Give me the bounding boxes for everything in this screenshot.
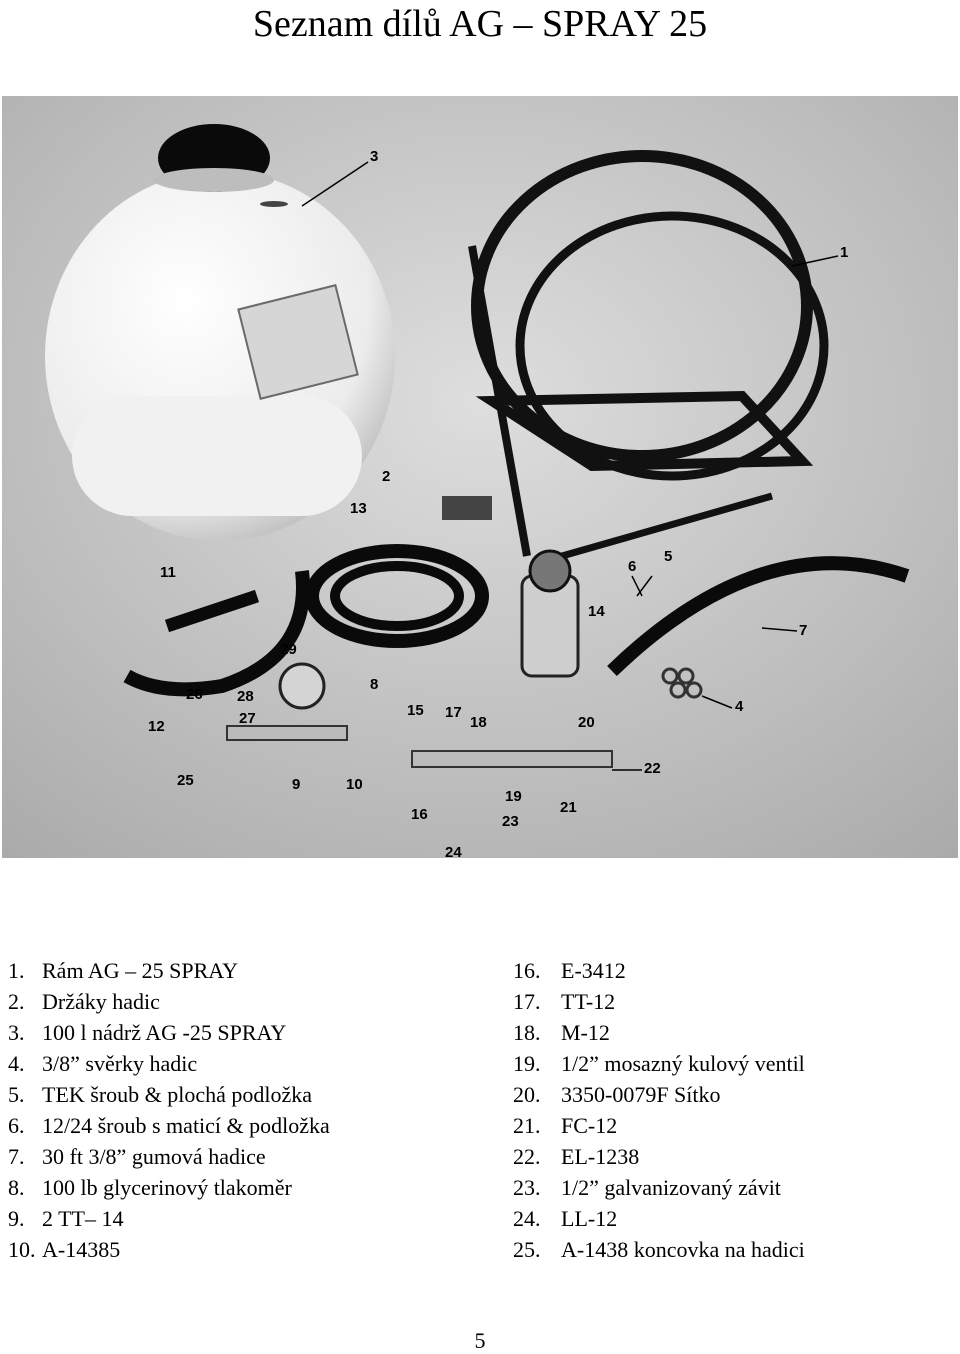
- part-row: [8, 986, 330, 1017]
- callout-label: 5: [664, 548, 673, 565]
- callout-label: 29: [280, 641, 297, 658]
- callout-label: 10: [346, 776, 363, 793]
- part-row: [513, 1172, 805, 1203]
- part-label: Držáky hadic: [42, 989, 160, 1014]
- part-number: 17.: [513, 989, 541, 1014]
- part-row: [8, 955, 330, 986]
- parts-list-left: [8, 955, 330, 1265]
- callout-label: 20: [578, 714, 595, 731]
- part-label: LL-12: [561, 1206, 618, 1231]
- part-number: 5.: [8, 1082, 25, 1107]
- part-label: TEK šroub & plochá podložka: [42, 1082, 313, 1107]
- part-row: [8, 1203, 330, 1234]
- part-label: 100 lb glycerinový tlakoměr: [42, 1175, 292, 1200]
- part-number: 19.: [513, 1051, 541, 1076]
- callout-label: 4: [735, 698, 744, 715]
- callout-label: 12: [148, 718, 165, 735]
- part-row: [8, 1017, 330, 1048]
- part-label: EL-1238: [561, 1144, 640, 1169]
- callout-label: 8: [370, 676, 379, 693]
- part-number: 9.: [8, 1206, 25, 1231]
- callout-label: 17: [445, 704, 462, 721]
- part-number: 22.: [513, 1144, 541, 1169]
- part-row: [513, 1141, 805, 1172]
- page-title: Seznam dílů AG – SPRAY 25: [252, 3, 708, 45]
- part-label: TT-12: [561, 989, 616, 1014]
- part-row: [513, 1017, 805, 1048]
- part-row: [513, 1110, 805, 1141]
- callout-label: 16: [411, 806, 428, 823]
- parts-photo: [2, 96, 958, 858]
- callout-label: 14: [588, 603, 605, 620]
- part-number: 21.: [513, 1113, 541, 1138]
- part-row: [513, 1203, 805, 1234]
- part-label: 12/24 šroub s maticí & podložka: [42, 1113, 330, 1138]
- part-label: A-1438 koncovka na hadici: [561, 1237, 805, 1262]
- part-number: 20.: [513, 1082, 541, 1107]
- part-number: 23.: [513, 1175, 541, 1200]
- callout-label: 2: [382, 468, 391, 485]
- part-label: FC-12: [561, 1113, 618, 1138]
- callout-label: 9: [292, 776, 301, 793]
- part-label: 100 l nádrž AG -25 SPRAY: [42, 1020, 287, 1045]
- part-row: [8, 1141, 330, 1172]
- callout-label: 19: [505, 788, 522, 805]
- part-row: [513, 986, 805, 1017]
- callout-label: 18: [470, 714, 487, 731]
- part-number: 24.: [513, 1206, 541, 1231]
- callout-label: 13: [350, 500, 367, 517]
- page-number: 5: [474, 1328, 486, 1353]
- part-row: [8, 1048, 330, 1079]
- part-number: 18.: [513, 1020, 541, 1045]
- parts-list-right: [513, 955, 805, 1265]
- callout-label: 11: [160, 564, 176, 581]
- part-label: M-12: [561, 1020, 610, 1045]
- callout-label: 25: [177, 772, 194, 789]
- part-label: E-3412: [561, 958, 626, 983]
- callout-label: 7: [799, 622, 808, 639]
- callout-label: 26: [186, 686, 203, 703]
- callout-label: 21: [560, 799, 577, 816]
- part-row: [513, 1079, 805, 1110]
- part-number: 7.: [8, 1144, 25, 1169]
- callout-label: 6: [628, 558, 637, 575]
- part-number: 8.: [8, 1175, 25, 1200]
- part-label: A-14385: [42, 1237, 121, 1262]
- callout-label: 1: [840, 244, 849, 261]
- part-row: [8, 1110, 330, 1141]
- callout-label: 27: [239, 710, 256, 727]
- part-label: 1/2” mosazný kulový ventil: [561, 1051, 805, 1076]
- callout-label: 3: [370, 148, 379, 165]
- part-row: [8, 1172, 330, 1203]
- part-row: [513, 1234, 805, 1265]
- callout-label: 22: [644, 760, 661, 777]
- part-number: 1.: [8, 958, 25, 983]
- part-number: 4.: [8, 1051, 25, 1076]
- part-row: [513, 955, 805, 986]
- part-number: 10.: [8, 1237, 36, 1262]
- part-number: 2.: [8, 989, 25, 1014]
- part-row: [513, 1048, 805, 1079]
- part-label: 2 TT– 14: [42, 1206, 124, 1231]
- callout-label: 15: [407, 702, 424, 719]
- callout-label: 28: [237, 688, 254, 705]
- part-number: 3.: [8, 1020, 25, 1045]
- part-label: Rám AG – 25 SPRAY: [42, 958, 239, 983]
- part-number: 6.: [8, 1113, 25, 1138]
- part-row: [8, 1234, 330, 1265]
- part-label: 1/2” galvanizovaný závit: [561, 1175, 781, 1200]
- part-label: 3/8” svěrky hadic: [42, 1051, 198, 1076]
- part-label: 30 ft 3/8” gumová hadice: [42, 1144, 266, 1169]
- callout-label: 24: [445, 844, 462, 858]
- part-row: [8, 1079, 330, 1110]
- parts-illustration: [2, 96, 958, 858]
- part-number: 25.: [513, 1237, 541, 1262]
- part-label: 3350-0079F Sítko: [561, 1082, 721, 1107]
- callout-label: 23: [502, 813, 519, 830]
- part-number: 16.: [513, 958, 541, 983]
